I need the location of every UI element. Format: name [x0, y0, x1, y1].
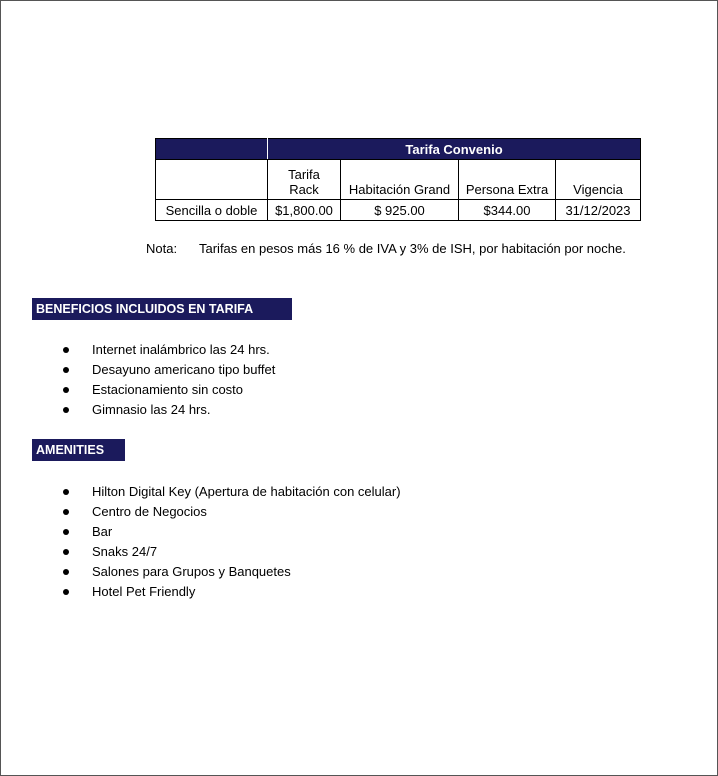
cell-rack: $1,800.00: [268, 200, 341, 221]
column-header-rack-line2: Rack: [289, 182, 319, 197]
rate-table-column-headers: [156, 160, 641, 200]
rate-table-header-row: [156, 139, 641, 160]
rate-table-header-blank: [156, 139, 268, 160]
note-text: Tarifas en pesos más 16 % de IVA y 3% de ISH, por habitación por noche.: [199, 241, 626, 256]
table-row: [156, 200, 641, 221]
benefits-list: [63, 340, 275, 420]
cell-grand: $ 925.00: [341, 200, 459, 221]
list-item: [63, 360, 275, 380]
column-header-extra: Persona Extra: [459, 160, 556, 200]
amenities-section-header: AMENITIES: [32, 439, 125, 461]
list-item: [63, 542, 401, 562]
list-item-text: Salones para Grupos y Banquetes: [92, 564, 291, 579]
list-item: [63, 522, 401, 542]
list-item-text: Estacionamiento sin costo: [92, 382, 244, 397]
bullet-icon: [63, 569, 69, 575]
bullet-icon: [63, 407, 69, 413]
rate-table-title: Tarifa Convenio: [268, 139, 641, 160]
note-label: Nota:: [146, 241, 178, 256]
bullet-icon: [63, 549, 69, 555]
bullet-icon: [63, 489, 69, 495]
rate-table-corner-cell: [156, 160, 268, 200]
amenities-list: [63, 482, 401, 602]
list-item: [63, 380, 275, 400]
column-header-vigencia: Vigencia: [556, 160, 641, 200]
list-item-text: Hilton Digital Key (Apertura de habitación con celular): [92, 484, 401, 499]
column-header-rack-line1: Tarifa: [288, 167, 320, 182]
list-item-text: Centro de Negocios: [92, 504, 207, 519]
bullet-icon: [63, 589, 69, 595]
list-item: [63, 582, 401, 602]
list-item-text: Hotel Pet Friendly: [92, 584, 196, 599]
list-item: [63, 482, 401, 502]
cell-extra: $344.00: [459, 200, 556, 221]
list-item-text: Gimnasio las 24 hrs.: [92, 402, 211, 417]
rate-note: [146, 241, 626, 256]
row-label: Sencilla o doble: [156, 200, 268, 221]
rate-table: [155, 138, 641, 221]
bullet-icon: [63, 529, 69, 535]
list-item-text: Internet inalámbrico las 24 hrs.: [92, 342, 270, 357]
cell-vigencia: 31/12/2023: [556, 200, 641, 221]
list-item-text: Desayuno americano tipo buffet: [92, 362, 276, 377]
bullet-icon: [63, 347, 69, 353]
list-item: [63, 502, 401, 522]
column-header-rack: [268, 160, 341, 200]
list-item-text: Snaks 24/7: [92, 544, 158, 559]
bullet-icon: [63, 367, 69, 373]
column-header-grand: Habitación Grand: [341, 160, 459, 200]
list-item: [63, 562, 401, 582]
benefits-section-header: BENEFICIOS INCLUIDOS EN TARIFA: [32, 298, 292, 320]
bullet-icon: [63, 387, 69, 393]
list-item: [63, 400, 275, 420]
list-item-text: Bar: [92, 524, 113, 539]
list-item: [63, 340, 275, 360]
bullet-icon: [63, 509, 69, 515]
